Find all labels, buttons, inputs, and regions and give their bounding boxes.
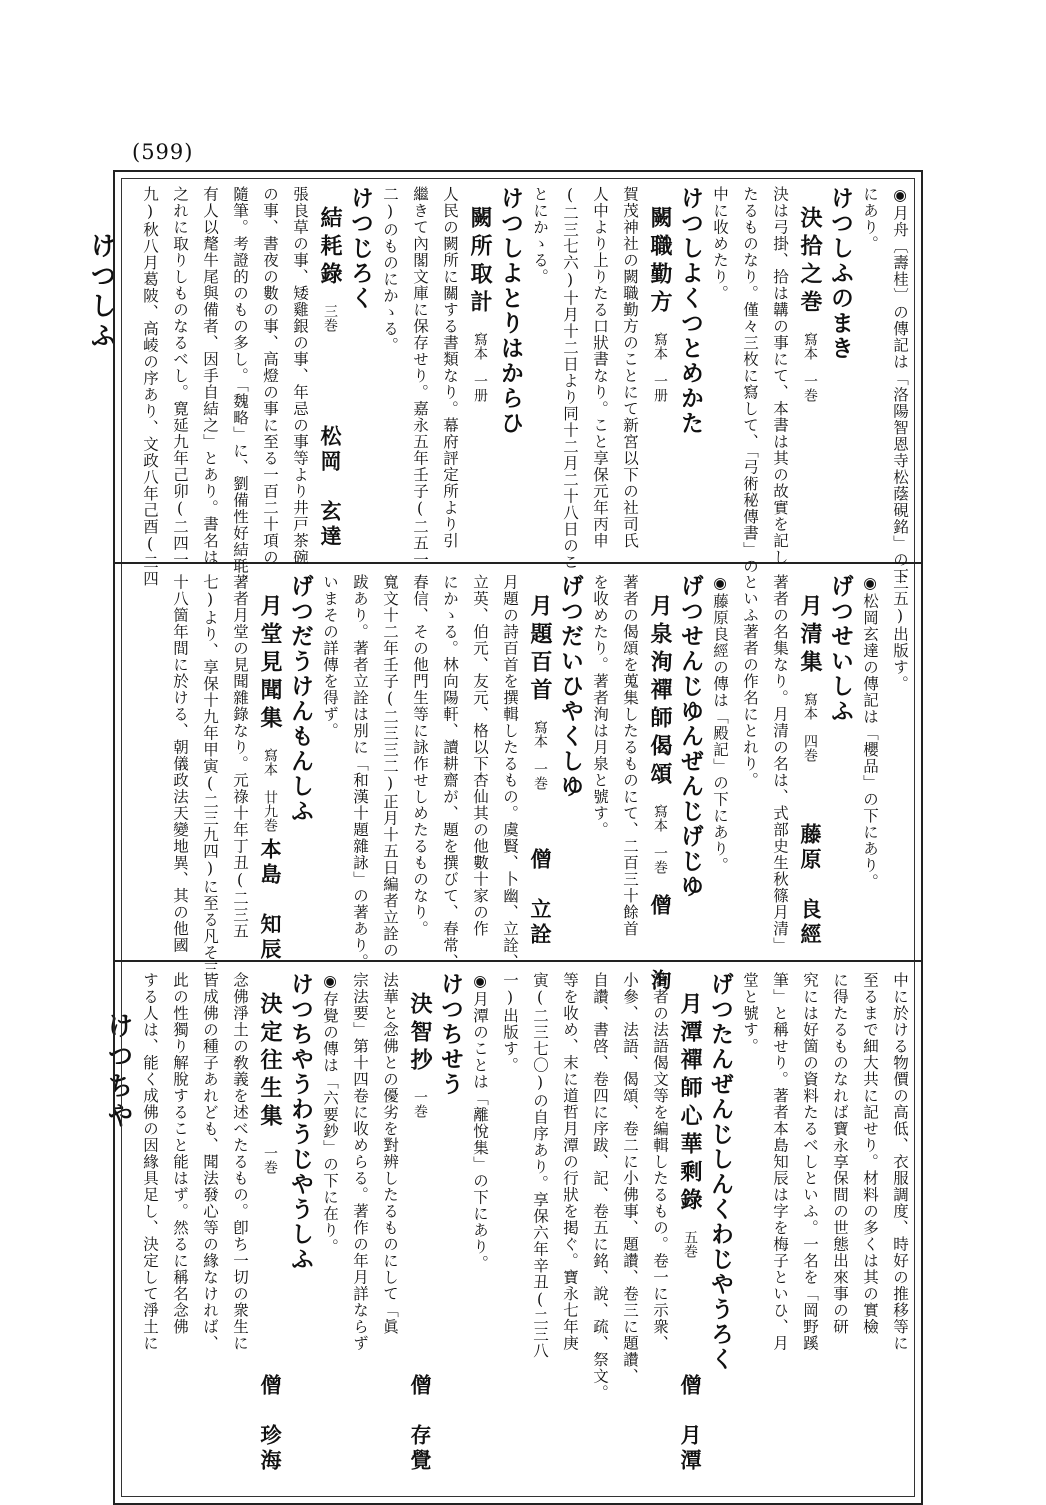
text-column: [435, 572, 465, 970]
text-line: 著者月堂の見聞雜錄なり。元祿十年丁丑(二三五: [231, 574, 249, 940]
text-line: 宗法要」第十四卷に收めらる。著作の年月詳ならず: [351, 972, 369, 1352]
text-column: [135, 184, 165, 587]
text-line: 九)秋八月葛陂、高崚の序あり、文政八年己酉(二四: [141, 186, 159, 587]
book-title: 闕所取計: [467, 206, 493, 318]
text-line: 法華と念佛との優劣を對辨したるものにして「眞: [381, 972, 399, 1335]
text-column: [585, 970, 615, 1480]
text-line: ◉松岡玄達の傳記は「櫻品」の下にあり。: [861, 574, 879, 890]
book-format: 寫本 一巻: [802, 332, 818, 402]
tier-lower: [125, 970, 915, 1480]
text-column: [465, 970, 495, 1480]
book-format: 寫本 一册: [472, 332, 488, 402]
text-line: (二三七六)十月十二日より同十二月二十八日のこ: [561, 186, 579, 571]
text-column: [855, 970, 885, 1480]
text-column: [885, 572, 915, 954]
text-column: [735, 970, 765, 1480]
text-column: [855, 184, 885, 556]
text-column: [735, 184, 765, 575]
text-line: に得たるものなれば寶永享保間の世態出來事の研: [831, 972, 849, 1335]
entry-title-column: [315, 184, 345, 556]
entry-heading-column: [825, 184, 855, 556]
entry-heading-column: [825, 572, 855, 954]
book-format: 寫本 一册: [652, 332, 668, 402]
text-column: [525, 970, 555, 1480]
book-title: 月潭禪師心華剩錄: [677, 992, 703, 1216]
text-line: 寬文十二年壬子(二三三二)正月十五日編者立詮の: [381, 574, 399, 959]
text-line: 春信、その他門生等に詠作せしめたるものなり。: [411, 574, 429, 937]
text-line: ◉月潭のことは「離悅集」の下にあり。: [471, 972, 489, 1272]
text-column: [705, 572, 735, 954]
text-line: にかゝる。林向陽軒、讀耕齋が、題を撰びて、春常、: [441, 574, 459, 970]
entry-title-column: [645, 184, 675, 556]
entry-heading: げつだうけんもんしふ: [287, 574, 313, 824]
text-line: といふ著者の作名にとれり。: [741, 574, 759, 789]
text-line: の事、書夜の數の事、高燈の事に至る一百二十項の: [261, 186, 279, 566]
book-format: 寫本 四巻: [802, 692, 818, 762]
book-author: 僧 月潭: [678, 1374, 703, 1474]
book-format: 五巻: [682, 1230, 698, 1258]
book-format: 寫本 廿九巻: [262, 748, 278, 832]
text-line: 寅(二三七〇)の自序あり。享保六年辛丑(二三八: [531, 972, 549, 1359]
text-column: [405, 184, 435, 568]
text-line: 著者の名集なり。月清の名は、式部史生秋篠月清」: [771, 574, 789, 954]
tier-middle: [125, 572, 915, 994]
entry-heading: げつせんじゆんぜんじげじゆ: [677, 574, 703, 899]
text-line: にあり。: [861, 186, 879, 252]
text-column: [885, 970, 915, 1480]
text-column: [885, 184, 915, 585]
text-line: 中に收めたり。: [711, 186, 729, 302]
text-column: [465, 572, 495, 954]
text-column: [405, 572, 435, 954]
text-line: 念佛淨土の敎義を述べたるもの。卽ち一切の衆生に: [231, 972, 249, 1352]
text-line: ◉藤原良經の傳は「殿記」の下にあり。: [711, 574, 729, 874]
text-line: 自讚、書啓、卷四に序跋、記、卷五に銘、說、疏、祭文。: [591, 972, 609, 1401]
text-column: [495, 572, 525, 970]
text-column: [195, 970, 225, 1480]
entry-heading: げつせいしふ: [827, 574, 853, 724]
entry-heading-column: [435, 970, 465, 1480]
entry-heading: けつしよくつとめかた: [677, 186, 703, 436]
book-format: 一巻: [262, 1146, 278, 1174]
entry-title-column: [255, 572, 285, 963]
text-column: [765, 572, 795, 954]
book-author: 本島 知辰: [258, 838, 283, 963]
text-line: 人中より上りたる口狀書なり。こと享保元年丙申: [591, 186, 609, 549]
text-line: する人は、能く成佛の因緣具足し、決定して淨土に: [141, 972, 159, 1352]
text-line: 立英、伯元、友元、格以下杏仙其の他數十家の作: [471, 574, 489, 937]
entry-heading-column: [705, 970, 735, 1480]
text-line: 人民の闕所に關する書類なり。幕府評定所より引: [441, 186, 459, 549]
text-column: [585, 184, 615, 556]
book-author: 藤原 良經: [798, 823, 823, 948]
side-index-label-bottom: けつちや: [103, 1012, 133, 1132]
text-line: 之れに取りしものなるべし。寛延九年己卯(二四一: [171, 186, 189, 568]
text-column: [165, 970, 195, 1480]
text-line: 月題の詩百首を撰輯したるもの。虞賢、卜幽、立詮、: [501, 574, 519, 970]
text-line: 三五)出版す。: [891, 574, 909, 692]
text-column: [285, 184, 315, 566]
text-column: [525, 184, 555, 556]
text-column: [795, 970, 825, 1480]
text-line: 堂と號す。: [741, 972, 759, 1055]
entry-heading: けつしふのまき: [827, 186, 853, 361]
text-column: [615, 970, 645, 1480]
text-line: 隨筆。考證的のもの多し。「魏略」に、劉備性好結毦、: [231, 186, 249, 591]
text-column: [345, 970, 375, 1480]
text-line: ◉存覺の傳は「六要鈔」の下に在り。: [321, 972, 339, 1255]
entry-title-column: [795, 572, 825, 954]
entry-heading-column: [285, 970, 315, 1480]
text-column: [615, 572, 645, 954]
entry-heading: けつしよとりはからひ: [497, 186, 523, 436]
text-column: [315, 970, 345, 1480]
text-column: [495, 970, 525, 1480]
side-index-label-top: けつしふ: [86, 232, 116, 352]
entry-title-column: [465, 184, 495, 556]
book-format: 一巻: [412, 1090, 428, 1118]
text-line: ◉月舟〔壽桂〕の傳記は「洛陽智恩寺松蔭硯銘」の下: [891, 186, 909, 585]
entry-heading-column: [675, 184, 705, 556]
text-line: 等を收め、末に道哲月潭の行狀を掲ぐ。寶永七年庚: [561, 972, 579, 1352]
text-column: [585, 572, 615, 954]
book-author: 僧 存覺: [408, 1374, 433, 1474]
text-column: [615, 184, 645, 556]
text-line: 繼きて內閣文庫に保存せり。嘉永五年壬子(二五一: [411, 186, 429, 568]
text-column: [645, 970, 675, 1480]
text-column: [195, 184, 225, 566]
book-author: 僧 洵: [648, 894, 673, 994]
book-title: 月泉洵禪師偈頌: [647, 594, 673, 790]
book-title: 決定往生集: [257, 992, 283, 1132]
text-line: 小參、法語、偈頌、卷二に小佛事、題讚、卷三に題讚、: [621, 972, 639, 1385]
book-author: 僧 立詮: [528, 848, 553, 948]
text-line: 筆」と稱せり。著者本島知辰は字を梅子といひ、月: [771, 972, 789, 1352]
text-column: [375, 572, 405, 959]
text-line: 賀茂神社の闕職勤方のことにて新宮以下の社司氏: [621, 186, 639, 549]
page-frame: [113, 170, 923, 1505]
book-title: 月題百首: [527, 594, 553, 706]
text-line: を收めたり。著者洵は月泉と號す。: [591, 574, 609, 838]
text-column: [225, 572, 255, 954]
entry-heading-column: [285, 572, 315, 954]
text-column: [225, 184, 255, 591]
book-title: 決拾之巻: [797, 206, 823, 318]
text-column: [345, 572, 375, 970]
entry-heading-column: [495, 184, 525, 556]
text-column: [165, 184, 195, 568]
book-author: 松岡 玄達: [318, 425, 343, 550]
entry-heading: げつだいひやくしゆ: [557, 574, 583, 799]
page-number: (599): [132, 140, 194, 164]
text-line: 此の性獨り解脫すること能はず。然るに稱名念佛: [171, 972, 189, 1335]
text-column: [165, 572, 195, 954]
entry-heading-column: [675, 572, 705, 954]
book-title: 月堂見聞集: [257, 594, 283, 734]
text-line: たるものなり。僅々三枚に寫して、「弓術秘傳書」の: [741, 186, 759, 575]
entry-heading: けつじろく: [347, 186, 373, 311]
entry-heading: げつたんぜんじしんくわじやうろく: [707, 972, 733, 1372]
text-line: 著者の偈頌を蒐集したるものにて、二百三十餘首: [621, 574, 639, 937]
text-line: 至るまで細大共に記せり。材料の多くは其の實檢: [861, 972, 879, 1335]
book-format: 寫本 一巻: [652, 804, 668, 874]
text-column: [225, 970, 255, 1480]
text-column: [375, 970, 405, 1480]
book-format: 三巻: [322, 304, 338, 332]
entry-heading: けつちやうわうじやうしふ: [287, 972, 313, 1272]
entry-heading: けつちせう: [437, 972, 463, 1097]
text-line: 中に於ける物價の高低、衣服調度、時好の推移等に: [891, 972, 909, 1352]
book-format: 寫本 一巻: [532, 720, 548, 790]
entry-heading-column: [345, 184, 375, 556]
entry-title-column: [405, 970, 435, 1480]
text-column: [825, 970, 855, 1480]
text-column: [195, 572, 225, 978]
text-line: 跋あり。著者立詮は別に「和漢十題雜詠」の著あり。: [351, 574, 369, 970]
text-column: [765, 970, 795, 1480]
text-column: [735, 572, 765, 954]
entry-title-column: [795, 184, 825, 556]
text-column: [705, 184, 735, 556]
entry-title-column: [645, 572, 675, 994]
text-line: 二)のものにかゝる。: [381, 186, 399, 354]
text-column: [555, 184, 585, 571]
text-column: [315, 572, 345, 954]
text-line: 十八箇年間に於ける、朝儀政法天變地異、其の他國: [171, 574, 189, 954]
text-line: 有人以氂牛尾與備者、因手自結之」とあり。書名は: [201, 186, 219, 566]
entry-heading-column: [555, 572, 585, 954]
text-line: 張良草の事、矮雞銀の事、年忌の事等より井戸茶碗: [291, 186, 309, 566]
text-line: いまその詳傳を得ず。: [321, 574, 339, 739]
text-column: [435, 184, 465, 556]
text-line: 究には好箇の資料たるべしといふ。一名を「岡野蹊: [801, 972, 819, 1352]
text-line: 七)より、享保十九年甲寅(二三九四)に至る凡そ三: [201, 574, 219, 978]
entry-title-column: [525, 572, 555, 954]
book-title: 闕職勤方: [647, 206, 673, 318]
text-column: [765, 184, 795, 566]
entry-title-column: [675, 970, 705, 1480]
text-line: 皆成佛の種子あれども、聞法發心等の緣なければ、: [201, 972, 219, 1352]
text-column: [555, 970, 585, 1480]
text-column: [255, 184, 285, 566]
book-title: 結耗錄: [317, 206, 343, 290]
book-title: 決智抄: [407, 992, 433, 1076]
text-line: 著者の法語偈文等を編輯したるもの。卷一に示衆、: [651, 972, 669, 1352]
entry-title-column: [255, 970, 285, 1480]
text-line: 一)出版す。: [501, 972, 519, 1074]
text-line: とにかゝる。: [531, 186, 549, 285]
text-column: [375, 184, 405, 556]
book-title: 月清集: [797, 594, 823, 678]
tier-upper: [125, 184, 915, 591]
text-line: 決は弓掛、拾は韝の事にて、本書は其の故實を記し: [771, 186, 789, 566]
book-author: 僧 珍海: [258, 1374, 283, 1474]
text-column: [135, 970, 165, 1480]
text-column: [855, 572, 885, 954]
